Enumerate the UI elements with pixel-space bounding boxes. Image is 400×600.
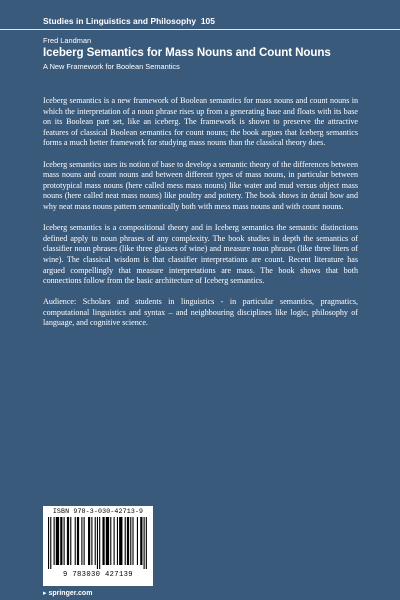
series-volume: 105 [200, 16, 215, 26]
series-line [43, 16, 215, 26]
blurb-paragraph-4: Audience: Scholars and students in linguistics - in particular semantics, pragmatics, computational linguistics and syntax – and neighbouring disciplines like logic, philosophy of language, and cognitive science. [43, 297, 358, 328]
blurb [43, 96, 358, 340]
barcode-icon [48, 517, 148, 569]
blurb-paragraph-2: Iceberg semantics uses its notion of base to develop a semantic theory of the differences between mass nouns and count nouns and between different types of mass nouns, in particular between prototypical mass nouns (here called mess mass nouns) like water and mud versus object mass nouns (here called neat mass nouns) like poultry and pottery. The book shows in detail how and why neat mass nouns pattern semantically both with mess mass nouns and with count nouns. [43, 159, 358, 211]
blurb-paragraph-3: Iceberg semantics is a compositional theory and in Iceberg semantics the semantic distinctions defined apply to noun phrases of any complexity. The book studies in depth the semantics of classifier noun phrases (like three glasses of wine) and measure noun phrases (like three liters of wine). The classical wisdom is that classifier interpretations are count. Recent literature has argued compellingly that measure interpretations are mass. The book shows that both connections follow from the basic architecture of Iceberg semantics. [43, 223, 358, 286]
ean-digits: 9 783030 427139 [63, 571, 133, 579]
blurb-paragraph-1: Iceberg semantics is a new framework of Boolean semantics for mass nouns and count nouns in which the interpretation of a noun phrase rises up from a generating base and floats with its base on its Boolean part set, like an iceberg. The framework is shown to preserve the attractive features of classical Boolean semantics for count nouns; the book argues that Iceberg semantics forms a much better framework for studying mass nouns than the classical theory does. [43, 96, 358, 148]
book-subtitle: A New Framework for Boolean Semantics [43, 62, 180, 71]
website-link[interactable]: ▸ springer.com [43, 590, 93, 597]
author: Fred Landman [43, 36, 92, 45]
header-rule [0, 29, 400, 30]
isbn-label: ISBN 978-3-030-42713-9 [52, 508, 144, 515]
series-name: Studies in Linguistics and Philosophy [43, 16, 197, 26]
book-title: Iceberg Semantics for Mass Nouns and Count Nouns [43, 46, 331, 59]
